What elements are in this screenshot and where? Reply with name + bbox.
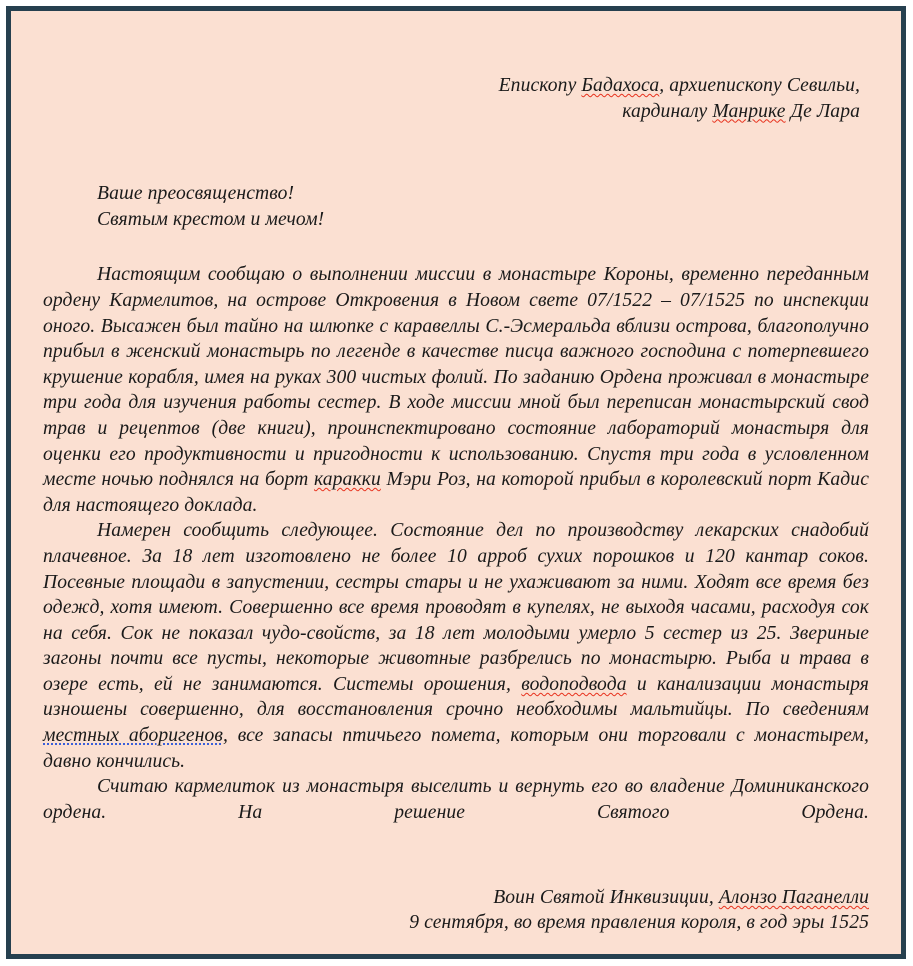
document-sheet [6,6,906,959]
signature-date-line: 9 сентября, во время правления короля, в год эры 1525 [409,912,869,934]
paragraph-2-text-part-2: и канализации монастыря изношены совершенно, для восстановления срочно необходимы мальтийцы. По сведениям [43,673,870,721]
grammar-flagged-phrase-mestnyh-aborigenov: местных аборигенов [43,725,224,747]
addressee-line-2 [43,99,860,125]
misspelled-word-vodopodvoda: водоподвода [521,673,627,695]
addressee-line-2-suffix: Де Лара [785,100,860,122]
paragraph-1-text-part-1: Настоящим сообщаю о выполнении миссии в монастыре Короны, временно переданным ордену Кармелитов, на острове Откровения в Новом свете 07/1522 – 07/1525 по инспекции оного. Высажен был тайно на шлюпке с каравеллы С.-Эсмеральда вблизи острова, благополучно прибыл в женский монастырь по легенде в качестве писца важного господина с потерпевшего крушение корабля, имея на руках 300 чистых фолий. По заданию Ордена проживал в монастыре три года для изучения работы сестер. В ходе миссии мной был переписан монастырский свод трав и рецептов (две книги), проинспектировано состояние лабораторий монастыря для оценки его продуктивности и пригодности к использованию. Спустя три года в условленном месте ночью поднялся на борт [43,264,869,491]
addressee-line-1 [43,73,860,99]
misspelled-word-manrike: Манрике [712,100,786,122]
misspelled-word-badahosa: Бадахоса [581,75,660,96]
misspelled-word-karakki: каракки [313,469,381,491]
paragraph-2-text-part-3: , все запасы птичьего помета, которым они торговали с монастырем, давно кончились. [43,725,869,772]
addressee-line-1-suffix: , архиепископу Севильи, [659,75,860,96]
addressee-line-2-prefix: кардиналу [622,100,713,122]
salutation-line-1: Ваше преосвященство! [97,183,295,205]
addressee-line-1-prefix: Епископу [498,75,582,96]
salutation-block [97,181,869,232]
misspelled-word-alonzo-paganelli: Алонзо Паганелли [718,886,869,908]
paragraph-conclusion: Считаю кармелиток из монастыря выселить и вернуть его во владение Доминиканского ордена. На решение Святого Ордена. [43,776,869,823]
signature-line-1 [409,885,869,911]
salutation-line-2: Святым крестом и мечом! [97,208,325,230]
signature-block [409,885,869,936]
addressee-block [43,73,860,124]
paragraph-findings [43,518,869,774]
paragraph-mission-report [43,262,869,518]
signature-title: Воин Святой Инквизиции, [493,886,719,908]
paragraph-1-text-part-2: Мэри Роз, на которой прибыл в королевский порт Кадис для настоящего доклада. [43,469,869,516]
letter-body [43,262,869,851]
paragraph-2-text-part-1: Намерен сообщить следующее. Состояние дел по производству лекарских снадобий плачевное. За 18 лет изготовлено не более 10 appoб сухих порошков и 120 кантар соков. Посевные площади в запустении, сестры стары и не ухаживают за ними. Ходят все время без одежд, хотя имеют. Совершенно все время проводят в купелях, не выходя часами, расходуя сок на себя. Сок не показал чудо-свойств, за 18 лет молодыми умерло 5 сестер из 25. Звериные загоны почти все пусты, некоторые животные разбрелись по монастырю. Рыба и трава в озере есть, ей не занимаются. Системы орошения, [43,520,869,695]
